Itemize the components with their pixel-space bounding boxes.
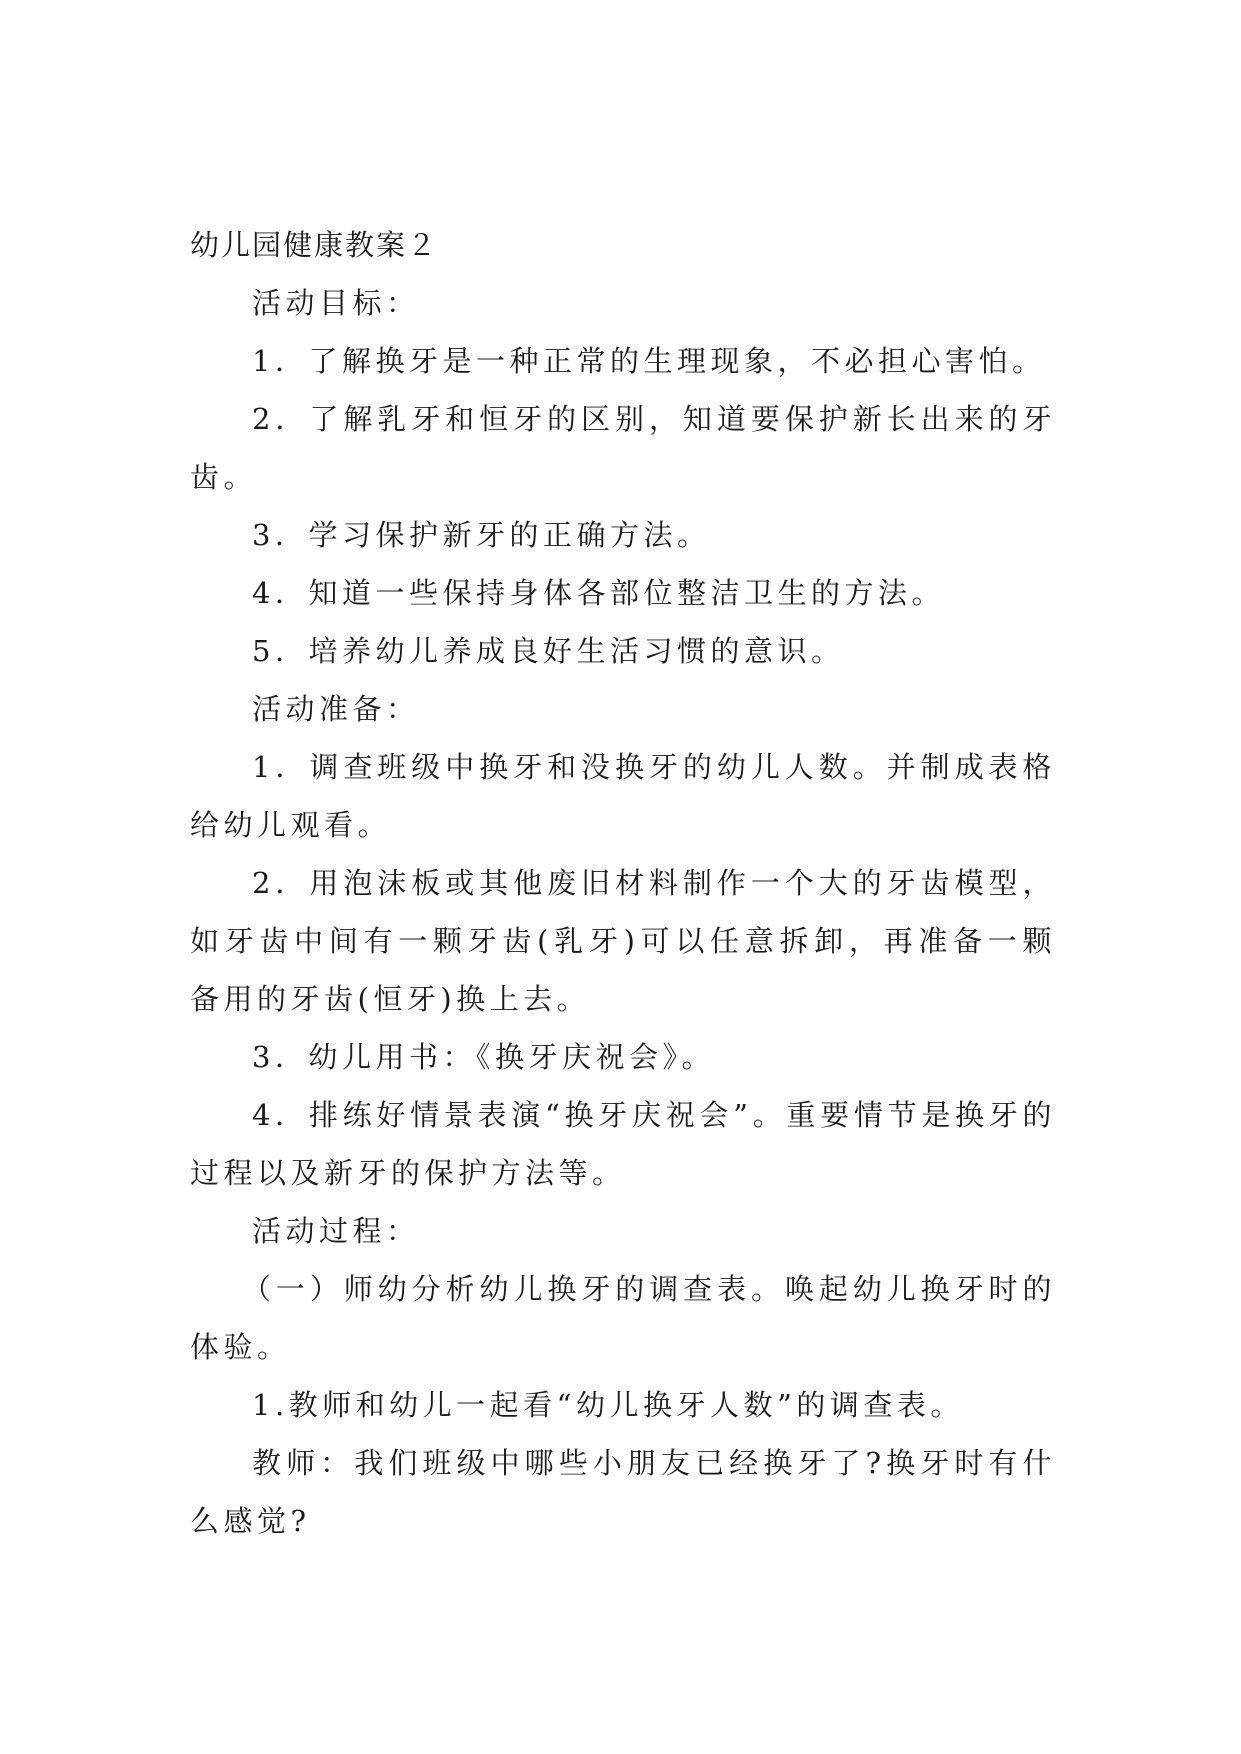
paragraph: 2．用泡沫板或其他废旧材料制作一个大的牙齿模型，如牙齿中间有一颗牙齿(乳牙)可以任意拆卸，再准备一颗备用的牙齿(恒牙)换上去。 (190, 866, 1056, 1016)
paragraph: 5．培养幼儿养成良好生活习惯的意识。 (252, 634, 845, 668)
paragraph: 教师：我们班级中哪些小朋友已经换牙了?换牙时有什么感觉? (190, 1446, 1056, 1538)
paragraph: 3．幼儿用书：《换牙庆祝会》。 (252, 1040, 715, 1074)
paragraph: （一）师幼分析幼儿换牙的调查表。唤起幼儿换牙时的体验。 (190, 1272, 1056, 1364)
paragraph: 1．了解换牙是一种正常的生理现象，不必担心害怕。 (252, 344, 1046, 378)
paragraph: 2．了解乳牙和恒牙的区别，知道要保护新长出来的牙齿。 (190, 402, 1056, 494)
section-heading-goals: 活动目标： (252, 286, 420, 320)
paragraph: 4．知道一些保持身体各部位整洁卫生的方法。 (252, 576, 945, 610)
paragraph: 4．排练好情景表演“换牙庆祝会”。重要情节是换牙的过程以及新牙的保护方法等。 (190, 1098, 1056, 1190)
document-body (190, 216, 1056, 1550)
section-heading-process: 活动过程： (252, 1214, 420, 1248)
paragraph: 1.教师和幼儿一起看“幼儿换牙人数”的调查表。 (252, 1388, 964, 1422)
paragraph: 1．调查班级中换牙和没换牙的幼儿人数。并制成表格给幼儿观看。 (190, 750, 1056, 842)
document-title: 幼儿园健康教案２ (190, 228, 439, 262)
paragraph: 3．学习保护新牙的正确方法。 (252, 518, 711, 552)
section-heading-preparation: 活动准备： (252, 692, 420, 726)
